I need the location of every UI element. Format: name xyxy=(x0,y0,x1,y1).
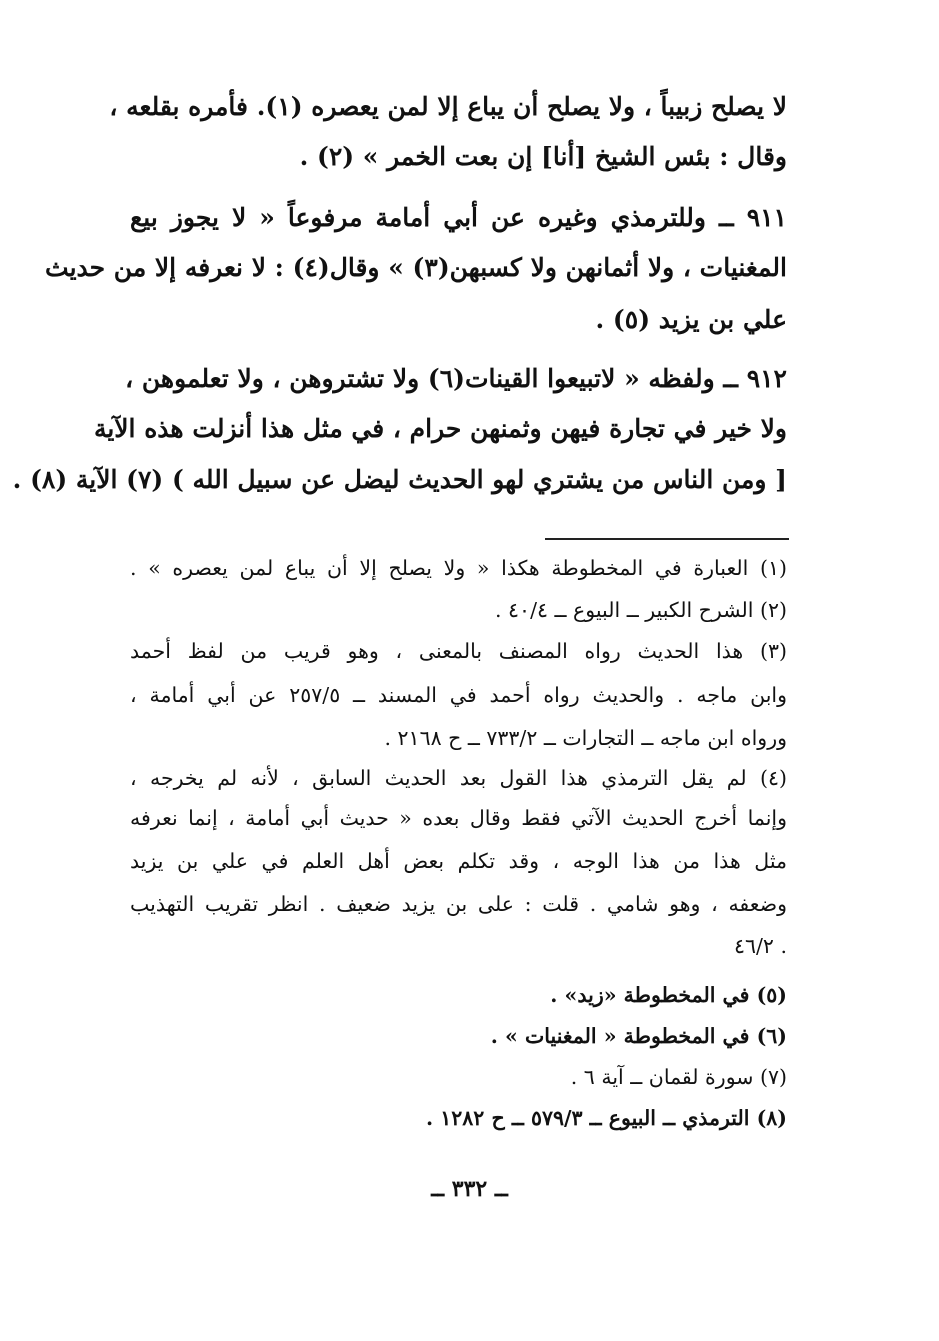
footnote-divider xyxy=(545,538,789,540)
main-line-1: لا يصلح زبيباً ، ولا يصلح أن يباع إلا لمن يعصره (١). فأمره بقلعه ، xyxy=(109,92,787,121)
footnote-2: (٢) الشرح الكبير ــ البيوع ــ ٤٠/٤ . xyxy=(495,598,787,622)
footnote-3-line-2: وابن ماجه . والحديث رواه أحمد في المسند ــ ٢٥٧/٥ عن أبي أمامة ، xyxy=(130,683,787,707)
main-line-6: ٩١٢ ــ ولفظه « لاتبيعوا القينات(٦) ولا تشتروهن ، ولا تعلموهن ، xyxy=(125,364,787,393)
footnote-4-line-1: (٤) لم يقل الترمذي هذا القول بعد الحديث السابق ، لأنه لم يخرجه ، xyxy=(130,766,787,790)
main-line-7: ولا خير في تجارة فيهن وثمنهن حرام ، في مثل هذا أنزلت هذه الآية xyxy=(93,414,787,443)
footnote-8: (٨) الترمذي ــ البيوع ــ ٥٧٩/٣ ــ ح ١٢٨٢ . xyxy=(425,1106,787,1130)
main-line-3: ٩١١ ــ وللترمذي وغيره عن أبي أمامة مرفوعاً « لا يجوز بيع xyxy=(130,203,787,232)
page-number: ــ ٣٣٢ ــ xyxy=(431,1176,508,1202)
main-line-8: [ ومن الناس من يشتري لهو الحديث ليضل عن سبيل الله ) (٧) الآية (٨) . xyxy=(12,465,787,494)
main-line-5: علي بن يزيد (٥) . xyxy=(595,305,787,334)
main-line-4: المغنيات ، ولا أثمانهن ولا كسبهن(٣) » وقال(٤) : لا نعرفه إلا من حديث xyxy=(45,253,787,282)
footnote-4-line-5: ٤٦/٢ . xyxy=(734,934,787,958)
footnote-3-line-1: (٣) هذا الحديث رواه المصنف بالمعنى ، وهو قريب من لفظ أحمد xyxy=(130,639,787,663)
footnote-4-line-2: وإنما أخرج الحديث الآتي فقط وقال بعده « حديث أبي أمامة ، إنما نعرفه xyxy=(130,806,787,830)
footnote-7: (٧) سورة لقمان ــ آية ٦ . xyxy=(570,1065,787,1089)
footnote-6: (٦) في المخطوطة « المغنيات » . xyxy=(490,1024,787,1048)
footnote-1: (١) العبارة في المخطوطة هكذا « ولا يصلح إلا أن يباع لمن يعصره » . xyxy=(130,556,787,580)
footnote-3-line-3: ورواه ابن ماجه ــ التجارات ــ ٧٣٣/٢ ــ ح ٢١٦٨ . xyxy=(384,726,787,750)
footnote-4-line-3: مثل هذا من هذا الوجه ، وقد تكلم بعض أهل العلم في علي بن يزيد xyxy=(130,849,787,873)
footnote-5: (٥) في المخطوطة «زيد» . xyxy=(550,983,787,1007)
main-line-2: وقال : بئس الشيخ [أنا] إن بعت الخمر » (٢) . xyxy=(299,142,787,171)
footnote-4-line-4: وضعفه ، وهو شامي . قلت : على بن يزيد ضعيف . انظر تقريب التهذيب xyxy=(130,892,787,916)
